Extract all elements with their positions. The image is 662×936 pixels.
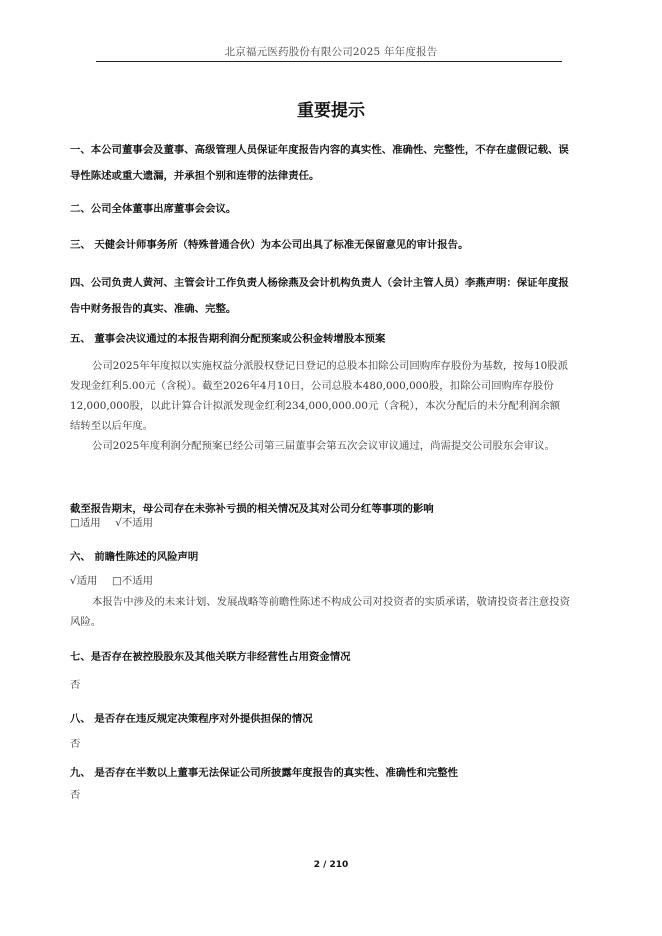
item-five-paragraph-2: 公司2025年度利润分配预案已经公司第三届董事会第五次会议审议通过，尚需提交公司股东会审议。: [92, 440, 555, 452]
item-six-body: 本报告中涉及的未来计划、发展战略等前瞻性陈述不构成公司对投资者的实质承诺，敬请投资者注意投资风险。: [70, 596, 570, 628]
item-one: 一、本公司董事会及董事、高级管理人员保证年度报告内容的真实性、准确性、完整性，不存在虚假记载、误导性陈述或重大遗漏，并承担个别和连带的法律责任。: [70, 144, 569, 182]
item-three: 三、 天健会计师事务所（特殊普通合伙）为本公司出具了标准无保留意见的审计报告。: [70, 239, 469, 251]
item-six-options: [70, 572, 570, 590]
item-six-title: 六、 前瞻性陈述的风险声明: [70, 551, 199, 563]
item-nine-answer: 否: [70, 789, 81, 801]
header-divider: [96, 61, 562, 62]
running-header: 北京福元医药股份有限公司2025 年年度报告: [224, 46, 438, 58]
item-five-title: 五、 董事会决议通过的本报告期利润分配预案或公积金转增股本预案: [70, 333, 386, 345]
item-eight-title: 八、 是否存在违反规定决策程序对外提供担保的情况: [70, 713, 313, 725]
item-eight-answer: 否: [70, 738, 81, 750]
item-nine-title: 九、 是否存在半数以上董事无法保证公司所披露年度报告的真实性、准确性和完整性: [70, 767, 459, 779]
item-two: 二、公司全体董事出席董事会会议。: [70, 203, 237, 215]
option-not-applicable: √不适用: [115, 517, 154, 529]
option-applicable: □适用: [70, 517, 101, 529]
option-applicable: √适用: [70, 575, 98, 587]
item-four: 四、公司负责人黄河、主管会计工作负责人杨徐燕及会计机构负责人（会计主管人员）李燕声明：保证年度报告中财务报告的真实、准确、完整。: [70, 277, 569, 315]
item-seven-answer: 否: [70, 679, 81, 691]
uncovered-loss-title: 截至报告期末，母公司存在未弥补亏损的相关情况及其对公司分红等事项的影响: [70, 503, 434, 515]
item-seven-title: 七、是否存在被控股股东及其他关联方非经营性占用资金情况: [70, 651, 351, 663]
page-title: 重要提示: [297, 101, 365, 121]
uncovered-loss-options: [70, 514, 570, 532]
page-number: 2 / 210: [313, 860, 349, 870]
option-not-applicable: □不适用: [112, 575, 154, 587]
item-five-paragraph-1: 公司2025年年度拟以实施权益分派股权登记日登记的总股本扣除公司回购库存股份为基数，按每10股派发现金红利5.00元（含税）。截至2026年4月10日，公司总股本480,000,000股，扣除公司回购库存股份12,000,000股，以此计算合计拟派发现金红利234,000,000.00元（含税），本次分配后的未分配利润余额结转至以后年度。: [70, 360, 569, 432]
